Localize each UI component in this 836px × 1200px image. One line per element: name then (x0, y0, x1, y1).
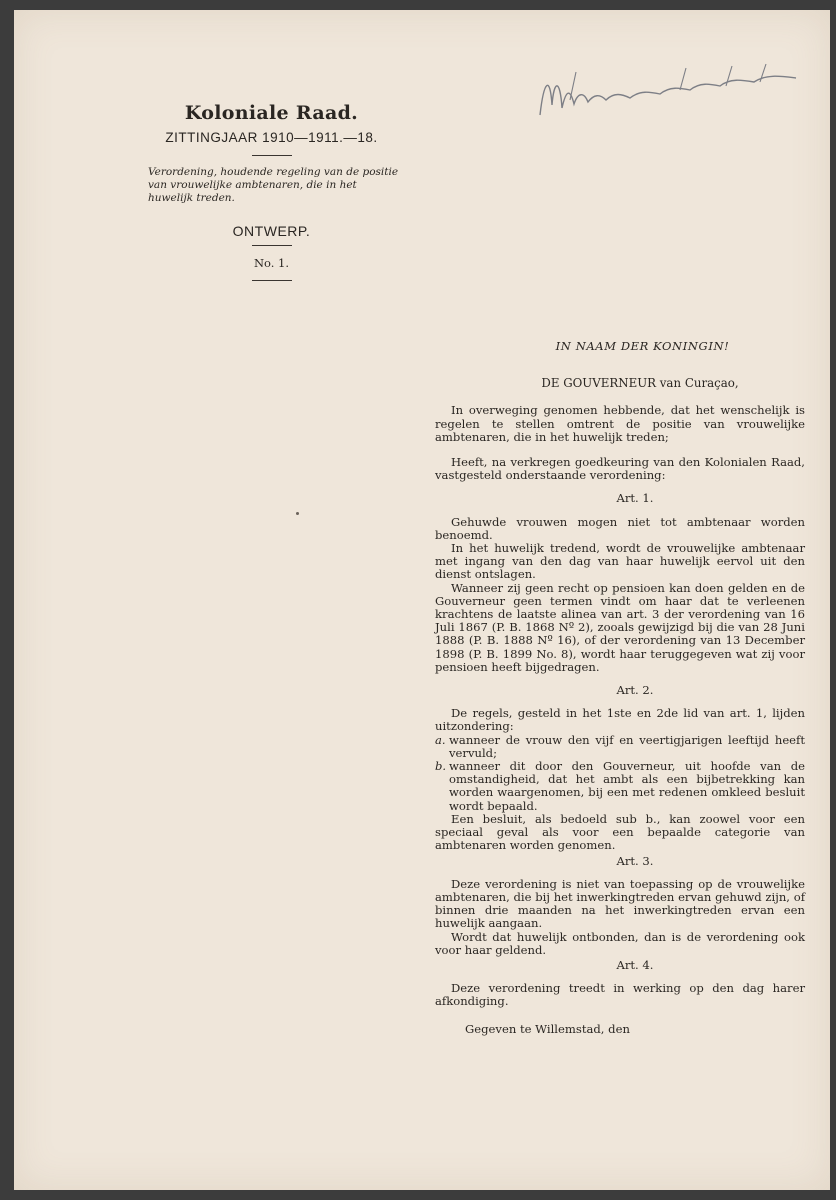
article-3-paragraph-2: Wordt dat huwelijk ontbonden, dan is de verordening ook voor haar geldend. (435, 929, 805, 957)
ordinance-text (435, 340, 805, 1036)
article-2-item-a (435, 734, 805, 760)
article-1-title: Art. 1. (616, 491, 654, 506)
article-4-paragraph-1: Deze verordening treedt in werking op den dag harer afkondiging. (435, 981, 805, 1009)
handwritten-signature-icon (530, 60, 810, 130)
article-1-paragraph-2: In het huwelijk tredend, wordt de vrouwelijke ambtenaar met ingang van den dag van haar huwelijk eervol uit den dienst ontslagen. (435, 541, 805, 582)
article-2-paragraph-2: Een besluit, als bedoeld sub b., kan zoowel voor een speciaal geval als voor een bepaalde categorie van ambtenaren worden genomen. (435, 811, 805, 853)
document-number: No. 1. (253, 256, 290, 270)
list-text: wanneer dit door den Gouverneur, uit hoofde van de omstandigheid, dat het ambt als een bijbetrekking kan worden waargenomen, bij een met redenen omkleed besluit wordt bepaald. (449, 759, 805, 813)
article-1-paragraph-3: Wanneer zij geen recht op pensioen kan doen gelden en de Gouverneur geen termen vindt om haar dat te verleenen krachtens de laatste alinea van art. 3 der verordening van 16 Juli 1867 (P. B. 1868 Nº 2), zooals gewijzigd bij die van 28 Juni 1888 (P. B. 1888 Nº 16), of der verordening van 13 December 1898 (P. B. 1899 No. 8), wordt haar teruggegeven wat zij voor pensioen heeft bijgedragen. (435, 580, 805, 674)
number-divider (252, 280, 292, 281)
considerations-paragraph: In overweging genomen hebbende, dat het wenschelijk is regelen te stellen omtrent de positie van vrouwelijke ambtenaren, die in het huwelijk treden; (435, 403, 805, 444)
council-title: Koloniale Raad. (184, 102, 359, 124)
header-divider (252, 155, 292, 156)
article-2-item-b (435, 760, 805, 813)
article-3-title: Art. 3. (616, 853, 654, 868)
article-3-paragraph-1: Deze verordening is niet van toepassing op de vrouwelijke ambtenaren, die bij het inwerkingtreden ervan gehuwd zijn, of binnen drie maanden na het inwerkingtreden ervan een huwelijk aangaan. (435, 876, 805, 931)
list-text: wanneer de vrouw den vijf en veertigjarigen leeftijd heeft vervuld; (449, 732, 805, 760)
royal-heading: IN NAAM DER KONINGIN! (555, 339, 730, 353)
governor-line: DE GOUVERNEUR van Curaçao, (541, 376, 739, 391)
list-marker: a. (435, 732, 446, 747)
list-marker: b. (435, 759, 447, 774)
draft-label: ONTWERP. (232, 223, 311, 239)
session-year: ZITTINGJAAR 1910—1911.—18. (165, 130, 378, 145)
document-page (14, 10, 830, 1190)
closing-line: Gegeven te Willemstad, den (465, 1021, 630, 1036)
document-header (144, 102, 399, 291)
article-2-intro: De regels, gesteld in het 1ste en 2de lid van art. 1, lijden uitzondering: (435, 706, 805, 734)
approval-paragraph: Heeft, na verkregen goedkeuring van den Kolonialen Raad, vastgesteld onderstaande verordening: (435, 455, 805, 483)
paper-speck (296, 512, 299, 515)
draft-divider (252, 245, 292, 246)
article-1-paragraph-1: Gehuwde vrouwen mogen niet tot ambtenaar worden benoemd. (435, 514, 805, 542)
article-2-title: Art. 2. (616, 683, 654, 698)
document-subject: Verordening, houdende regeling van de positie van vrouwelijke ambtenaren, die in het huwelijk treden. (148, 166, 399, 204)
article-4-title: Art. 4. (616, 957, 654, 972)
